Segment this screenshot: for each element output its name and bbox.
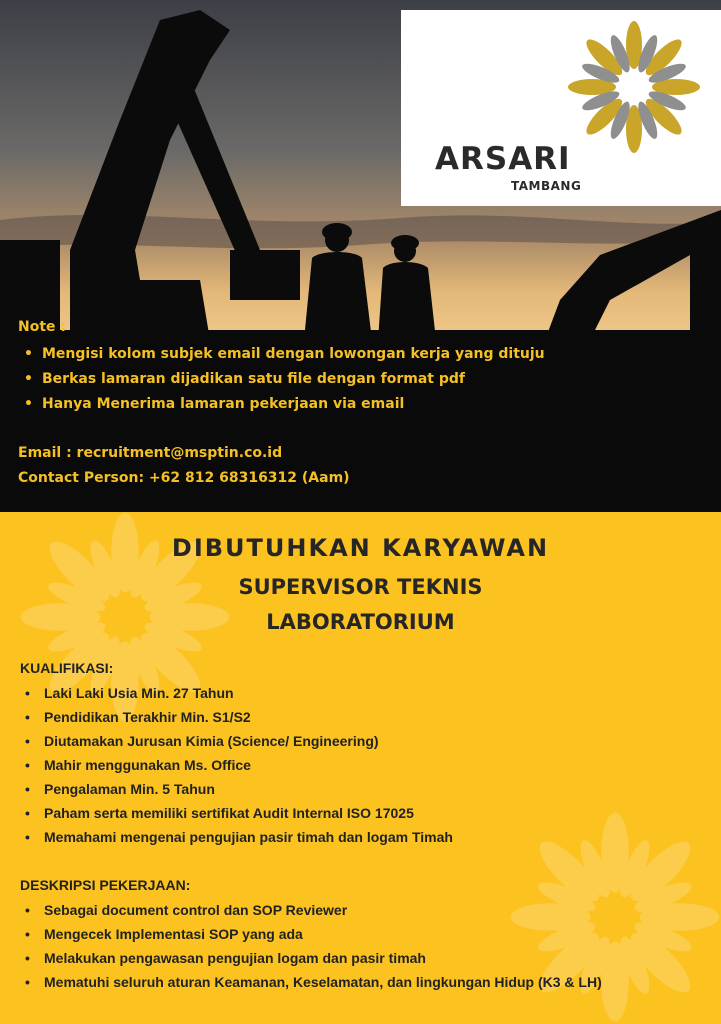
position-line-2: LABORATORIUM [266,610,455,634]
logo-name: ARSARI [435,141,571,177]
headline: DIBUTUHKAN KARYAWAN [171,534,550,562]
deskripsi-title: DESKRIPSI PEKERJAAN: [20,877,191,893]
flower-logo-icon [559,12,709,162]
kualifikasi-section [20,659,453,849]
vacancy-section [0,512,721,1024]
contact-email: Email : recruitment@msptin.co.id [18,445,283,461]
company-logo-box [401,10,721,206]
list-item: • Diutamakan Jurusan Kimia (Science/ Engineering) [20,729,453,753]
note-item: • Hanya Menerima lamaran pekerjaan via email [18,392,718,417]
position-line-1: SUPERVISOR TEKNIS [238,575,483,599]
deskripsi-list [20,898,602,994]
list-item: • Mematuhi seluruh aturan Keamanan, Keselamatan, dan lingkungan Hidup (K3 & LH) [20,970,602,994]
list-item: • Mahir menggunakan Ms. Office [20,753,453,777]
list-item: • Melakukan pengawasan pengujian logam dan pasir timah [20,946,602,970]
note-title: Note : [18,319,66,335]
note-item: • Mengisi kolom subjek email dengan lowongan kerja yang dituju [18,342,718,367]
contact-block [18,441,350,491]
list-item: • Sebagai document control dan SOP Reviewer [20,898,602,922]
kualifikasi-list [20,681,453,849]
list-item: • Laki Laki Usia Min. 27 Tahun [20,681,453,705]
list-item: • Pendidikan Terakhir Min. S1/S2 [20,705,453,729]
note-item: • Berkas lamaran dijadikan satu file dengan format pdf [18,367,718,392]
list-item: • Pengalaman Min. 5 Tahun [20,777,453,801]
list-item: • Memahami mengenai pengujian pasir timah dan logam Timah [20,825,453,849]
position-title [0,570,721,640]
contact-person: Contact Person: +62 812 68316312 (Aam) [18,470,350,486]
deskripsi-section [20,876,602,994]
logo-subtitle: TAMBANG [511,179,582,193]
note-list [18,342,718,417]
list-item: • Mengecek Implementasi SOP yang ada [20,922,602,946]
list-item: • Paham serta memiliki sertifikat Audit Internal ISO 17025 [20,801,453,825]
note-block [18,318,718,417]
kualifikasi-title: KUALIFIKASI: [20,660,114,676]
